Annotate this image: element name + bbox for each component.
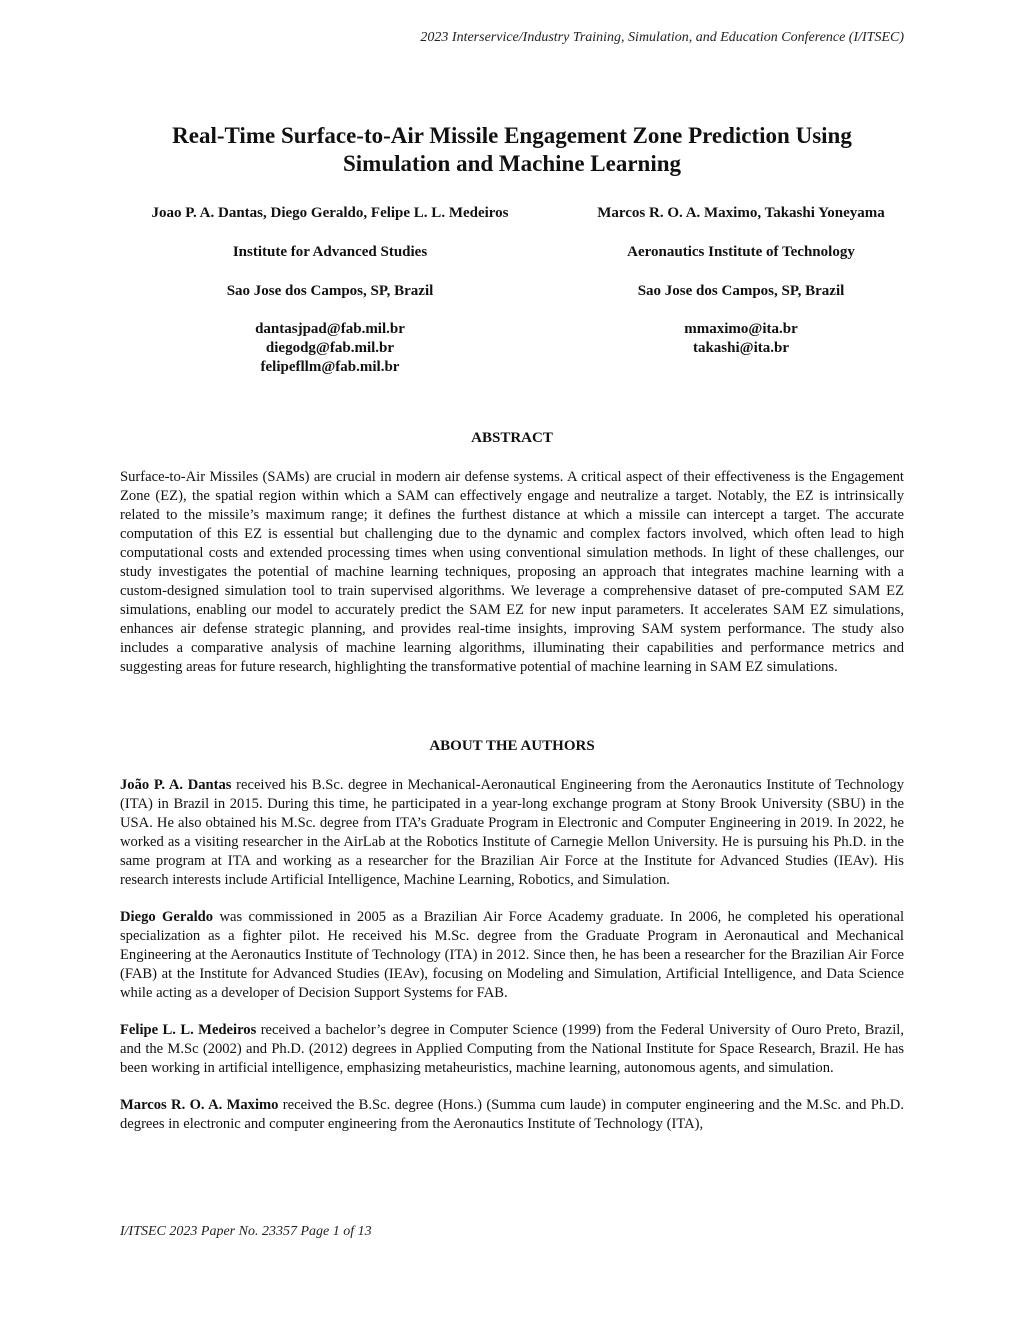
title-line-2: Simulation and Machine Learning <box>342 151 682 176</box>
author-bios <box>120 776 904 1152</box>
author-emails <box>120 320 540 377</box>
about-authors-heading: ABOUT THE AUTHORS <box>429 738 595 754</box>
bio-author-name: Diego Geraldo <box>120 909 214 925</box>
author-email: diegodg@fab.mil.br <box>265 340 395 356</box>
bio-text: received the B.Sc. degree (Hons.) (Summa cum laude) in computer engineering and the M.Sc. and Ph.D. degrees in electronic and computer engineering from the Aeronautics Institute of Technology (ITA), <box>120 1097 904 1132</box>
bio-author-name: Felipe L. L. Medeiros <box>120 1022 257 1038</box>
author-block-right <box>570 203 912 358</box>
author-institution: Institute for Advanced Studies <box>232 244 428 260</box>
page-footer: I/ITSEC 2023 Paper No. 23357 Page 1 of 13 <box>120 1224 372 1239</box>
bio-author-name: Marcos R. O. A. Maximo <box>120 1097 279 1113</box>
bio-text: received a bachelor’s degree in Computer Science (1999) from the Federal University of Ouro Preto, Brazil, and the M.Sc (2002) and Ph.D. (2012) degrees in Applied Computing from the National Institute for Space Research, Brazil. He has been working in artificial intelligence, emphasizing metaheuristics, machine learning, autonomous agents, and simulation. <box>120 1022 904 1076</box>
abstract-paragraph: Surface-to-Air Missiles (SAMs) are crucial in modern air defense systems. A critical aspect of their effectiveness is the Engagement Zone (EZ), the spatial region within which a SAM can effectively engage and neutralize a target. Notably, the EZ is intrinsically related to the missile’s maximum range; it defines the furthest distance at which a missile can intercept a target. The accurate computation of this EZ is essential but challenging due to the dynamic and complex factors involved, which often lead to high computational costs and extended processing times when using conventional simulation methods. In light of these challenges, our study investigates the potential of machine learning techniques, proposing an approach that integrates machine learning with a custom-designed simulation tool to train supervised algorithms. We leverage a comprehensive dataset of pre-computed SAM EZ simulations, enabling our model to accurately predict the SAM EZ for new input parameters. It accelerates SAM EZ simulations, enhances air defense strategic planning, and provides real-time insights, improving SAM system performance. The study also includes a comparative analysis of machine learning algorithms, illuminating their capabilities and performance metrics and suggesting areas for future research, highlighting the transformative potential of machine learning in SAM EZ simulations. <box>120 469 904 675</box>
author-block-left <box>120 203 540 377</box>
title-line-1: Real-Time Surface-to-Air Missile Engagement Zone Prediction Using <box>172 123 852 148</box>
author-location: Sao Jose dos Campos, SP, Brazil <box>637 283 845 299</box>
abstract-heading: ABSTRACT <box>471 430 553 446</box>
running-header: 2023 Interservice/Industry Training, Simulation, and Education Conference (I/ITSEC) <box>420 30 904 45</box>
author-email: dantasjpad@fab.mil.br <box>255 321 405 337</box>
bio-text: received his B.Sc. degree in Mechanical-Aeronautical Engineering from the Aeronautics Institute of Technology (ITA) in Brazil in 2015. During this time, he participated in a year-long exchange program at Stony Brook University (SBU) in the USA. He also obtained his M.Sc. degree from ITA’s Graduate Program in Electronic and Computer Engineering in 2019. In 2022, he worked as a visiting researcher in the AirLab at the Robotics Institute of Carnegie Mellon University. He is pursuing his Ph.D. in the same program at ITA and working as a researcher for the Brazilian Air Force at the Institute for Advanced Studies (IEAv). His research interests include Artificial Intelligence, Machine Learning, Robotics, and Simulation. <box>120 777 904 888</box>
abstract-body <box>120 468 904 695</box>
author-names: Joao P. A. Dantas, Diego Geraldo, Felipe L. L. Medeiros <box>151 205 509 221</box>
bio-text: was commissioned in 2005 as a Brazilian Air Force Academy graduate. In 2006, he completed his operational specialization as a fighter pilot. He received his M.Sc. degree from the Graduate Program in Aeronautical and Mechanical Engineering at the Aeronautics Institute of Technology (ITA) in 2012. Since then, he has been a researcher for the Brazilian Air Force (FAB) at the Institute for Advanced Studies (IEAv), focusing on Modeling and Simulation, Artificial Intelligence, and Data Science while acting as a developer of Decision Support Systems for FAB. <box>120 909 904 1001</box>
bio-paragraph <box>120 1021 904 1078</box>
bio-author-name: João P. A. Dantas <box>120 777 232 793</box>
bio-paragraph <box>120 776 904 890</box>
author-institution: Aeronautics Institute of Technology <box>627 244 855 260</box>
author-email: felipefllm@fab.mil.br <box>260 359 400 375</box>
author-email: takashi@ita.br <box>692 340 790 356</box>
author-email: mmaximo@ita.br <box>684 321 798 337</box>
author-names: Marcos R. O. A. Maximo, Takashi Yoneyama <box>597 205 885 221</box>
bio-paragraph <box>120 908 904 1003</box>
bio-paragraph <box>120 1096 904 1134</box>
author-emails <box>570 320 912 358</box>
author-location: Sao Jose dos Campos, SP, Brazil <box>226 283 434 299</box>
paper-title <box>0 122 1024 178</box>
